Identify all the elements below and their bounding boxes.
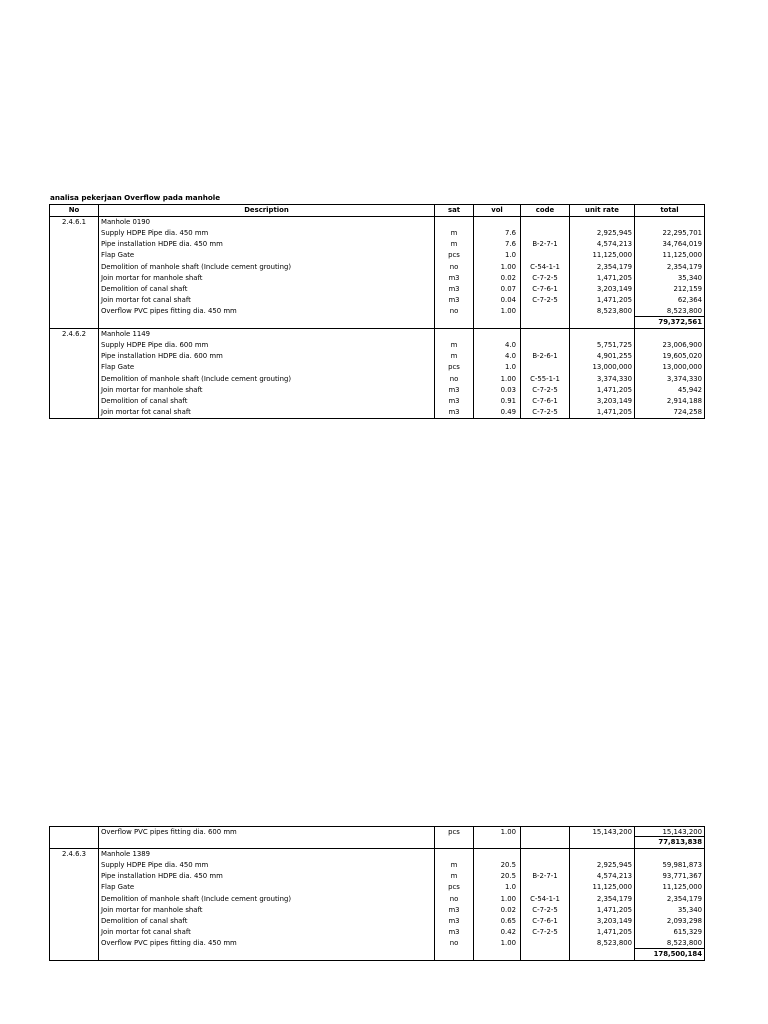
table-row	[50, 306, 705, 317]
description-cell: Demolition of canal shaft	[99, 916, 435, 927]
empty-cell	[570, 329, 635, 341]
unit-rate-cell: 4,901,255	[570, 351, 635, 362]
unit-cell: m3	[435, 273, 474, 284]
empty-cell	[435, 329, 474, 341]
table-row	[50, 938, 705, 949]
empty-cell	[570, 837, 635, 849]
no-cell	[50, 351, 99, 362]
code-cell	[521, 827, 570, 838]
volume-cell: 7.6	[474, 228, 521, 239]
code-cell	[521, 306, 570, 317]
unit-rate-cell: 3,374,330	[570, 373, 635, 384]
description-cell: Supply HDPE Pipe dia. 450 mm	[99, 228, 435, 239]
unit-cell: m3	[435, 295, 474, 306]
empty-cell	[435, 217, 474, 229]
table-row	[50, 373, 705, 384]
unit-cell: no	[435, 373, 474, 384]
description-cell: Flap Gate	[99, 882, 435, 893]
empty-cell	[635, 849, 705, 861]
unit-rate-cell: 3,203,149	[570, 916, 635, 927]
table-row	[50, 239, 705, 250]
description-cell: Join mortar for manhole shaft	[99, 273, 435, 284]
header-sat: sat	[435, 205, 474, 217]
no-cell	[50, 306, 99, 317]
total-cell: 19,605,020	[635, 351, 705, 362]
subtotal-row	[50, 317, 705, 329]
volume-cell: 0.02	[474, 905, 521, 916]
unit-rate-cell: 1,471,205	[570, 295, 635, 306]
volume-cell: 0.65	[474, 916, 521, 927]
description-cell: Overflow PVC pipes fitting dia. 450 mm	[99, 938, 435, 949]
unit-rate-cell: 2,925,945	[570, 228, 635, 239]
no-cell	[50, 373, 99, 384]
unit-cell: m3	[435, 396, 474, 407]
total-cell: 62,364	[635, 295, 705, 306]
table-row	[50, 396, 705, 407]
unit-cell: m3	[435, 905, 474, 916]
total-cell: 15,143,200	[635, 827, 705, 838]
description-cell: Flap Gate	[99, 362, 435, 373]
no-cell	[50, 916, 99, 927]
code-cell: C-7-2-5	[521, 273, 570, 284]
unit-cell: m	[435, 860, 474, 871]
empty-cell	[99, 317, 435, 329]
volume-cell: 0.49	[474, 407, 521, 419]
empty-cell	[521, 217, 570, 229]
volume-cell: 0.04	[474, 295, 521, 306]
table-row	[50, 860, 705, 871]
volume-cell: 1.00	[474, 373, 521, 384]
unit-rate-cell: 3,203,149	[570, 284, 635, 295]
description-cell: Pipe installation HDPE dia. 600 mm	[99, 351, 435, 362]
empty-cell	[521, 837, 570, 849]
description-cell: Demolition of canal shaft	[99, 284, 435, 295]
unit-cell: m3	[435, 284, 474, 295]
table-row	[50, 261, 705, 272]
no-cell	[50, 284, 99, 295]
unit-rate-cell: 1,471,205	[570, 927, 635, 938]
unit-cell: m3	[435, 407, 474, 419]
description-cell: Demolition of manhole shaft (Include cement grouting)	[99, 893, 435, 904]
table-row	[50, 351, 705, 362]
description-cell: Join mortar for manhole shaft	[99, 385, 435, 396]
no-cell	[50, 927, 99, 938]
no-cell	[50, 938, 99, 949]
table-row	[50, 882, 705, 893]
unit-cell: pcs	[435, 882, 474, 893]
table-row	[50, 385, 705, 396]
unit-rate-cell: 5,751,725	[570, 340, 635, 351]
no-cell	[50, 407, 99, 419]
total-cell: 2,093,298	[635, 916, 705, 927]
volume-cell: 1.0	[474, 882, 521, 893]
empty-cell	[435, 837, 474, 849]
unit-cell: m3	[435, 385, 474, 396]
header-vol: vol	[474, 205, 521, 217]
description-cell: Overflow PVC pipes fitting dia. 600 mm	[99, 827, 435, 838]
no-cell	[50, 239, 99, 250]
description-cell: Demolition of manhole shaft (Include cement grouting)	[99, 373, 435, 384]
empty-cell	[474, 317, 521, 329]
empty-cell	[474, 849, 521, 861]
volume-cell: 1.00	[474, 938, 521, 949]
table-row	[50, 295, 705, 306]
section-number: 2.4.6.1	[50, 217, 99, 229]
unit-rate-cell: 2,354,179	[570, 893, 635, 904]
table-row	[50, 250, 705, 261]
no-cell	[50, 295, 99, 306]
volume-cell: 1.0	[474, 362, 521, 373]
total-cell: 724,258	[635, 407, 705, 419]
header-no: No	[50, 205, 99, 217]
empty-cell	[435, 849, 474, 861]
no-cell	[50, 261, 99, 272]
table-body	[50, 827, 705, 961]
unit-cell: m	[435, 239, 474, 250]
section-header-row	[50, 849, 705, 861]
unit-cell: m3	[435, 927, 474, 938]
table-row	[50, 905, 705, 916]
volume-cell: 1.00	[474, 261, 521, 272]
unit-rate-cell: 1,471,205	[570, 385, 635, 396]
empty-cell	[570, 849, 635, 861]
section-name: Manhole 0190	[99, 217, 435, 229]
code-cell: B-2-6-1	[521, 351, 570, 362]
description-cell: Demolition of manhole shaft (Include cement grouting)	[99, 261, 435, 272]
table-row	[50, 916, 705, 927]
no-cell	[50, 882, 99, 893]
unit-rate-cell: 1,471,205	[570, 905, 635, 916]
volume-cell: 0.42	[474, 927, 521, 938]
analysis-table-page-1	[49, 204, 705, 419]
unit-cell: no	[435, 938, 474, 949]
unit-rate-cell: 1,471,205	[570, 273, 635, 284]
no-cell	[50, 340, 99, 351]
empty-cell	[521, 317, 570, 329]
description-cell: Join mortar fot canal shaft	[99, 927, 435, 938]
unit-cell: m	[435, 871, 474, 882]
header-unit-rate: unit rate	[570, 205, 635, 217]
empty-cell	[50, 837, 99, 849]
empty-cell	[50, 317, 99, 329]
code-cell: C-7-6-1	[521, 916, 570, 927]
description-cell: Flap Gate	[99, 250, 435, 261]
section-number: 2.4.6.3	[50, 849, 99, 861]
total-cell: 34,764,019	[635, 239, 705, 250]
empty-cell	[474, 329, 521, 341]
table-row	[50, 827, 705, 838]
empty-cell	[635, 329, 705, 341]
subtotal-row	[50, 837, 705, 849]
no-cell	[50, 385, 99, 396]
unit-cell: pcs	[435, 250, 474, 261]
volume-cell: 0.07	[474, 284, 521, 295]
code-cell: B-2-7-1	[521, 239, 570, 250]
volume-cell: 4.0	[474, 340, 521, 351]
volume-cell: 0.91	[474, 396, 521, 407]
empty-cell	[474, 837, 521, 849]
code-cell: C-7-6-1	[521, 396, 570, 407]
header-total: total	[635, 205, 705, 217]
unit-rate-cell: 11,125,000	[570, 250, 635, 261]
empty-cell	[570, 949, 635, 961]
code-cell	[521, 882, 570, 893]
unit-rate-cell: 3,203,149	[570, 396, 635, 407]
total-cell: 59,981,873	[635, 860, 705, 871]
subtotal-cell: 79,372,561	[635, 317, 705, 329]
total-cell: 2,914,188	[635, 396, 705, 407]
total-cell: 23,006,900	[635, 340, 705, 351]
description-cell: Supply HDPE Pipe dia. 600 mm	[99, 340, 435, 351]
empty-cell	[99, 837, 435, 849]
no-cell	[50, 827, 99, 838]
code-cell: C-55-1-1	[521, 373, 570, 384]
table-body	[50, 217, 705, 419]
unit-rate-cell: 11,125,000	[570, 882, 635, 893]
code-cell: C-54-1-1	[521, 893, 570, 904]
unit-cell: pcs	[435, 362, 474, 373]
header-code: code	[521, 205, 570, 217]
table-row	[50, 927, 705, 938]
description-cell: Pipe installation HDPE dia. 450 mm	[99, 239, 435, 250]
unit-rate-cell: 2,925,945	[570, 860, 635, 871]
header-description: Description	[99, 205, 435, 217]
volume-cell: 1.00	[474, 893, 521, 904]
unit-rate-cell: 15,143,200	[570, 827, 635, 838]
document-title: analisa pekerjaan Overflow pada manhole	[50, 193, 221, 202]
no-cell	[50, 250, 99, 261]
empty-cell	[570, 317, 635, 329]
total-cell: 8,523,800	[635, 938, 705, 949]
total-cell: 45,942	[635, 385, 705, 396]
unit-cell: m	[435, 340, 474, 351]
unit-rate-cell: 8,523,800	[570, 306, 635, 317]
volume-cell: 20.5	[474, 860, 521, 871]
code-cell: C-7-2-5	[521, 905, 570, 916]
no-cell	[50, 871, 99, 882]
table-row	[50, 362, 705, 373]
total-cell: 11,125,000	[635, 882, 705, 893]
section-name: Manhole 1389	[99, 849, 435, 861]
unit-cell: m	[435, 351, 474, 362]
code-cell	[521, 362, 570, 373]
code-cell: B-2-7-1	[521, 871, 570, 882]
description-cell: Demolition of canal shaft	[99, 396, 435, 407]
section-number: 2.4.6.2	[50, 329, 99, 341]
code-cell	[521, 228, 570, 239]
volume-cell: 4.0	[474, 351, 521, 362]
unit-cell: m3	[435, 916, 474, 927]
empty-cell	[474, 949, 521, 961]
unit-rate-cell: 4,574,213	[570, 871, 635, 882]
empty-cell	[521, 949, 570, 961]
no-cell	[50, 396, 99, 407]
table-row	[50, 284, 705, 295]
empty-cell	[50, 949, 99, 961]
empty-cell	[521, 849, 570, 861]
volume-cell: 20.5	[474, 871, 521, 882]
volume-cell: 0.02	[474, 273, 521, 284]
empty-cell	[99, 949, 435, 961]
code-cell: C-7-2-5	[521, 385, 570, 396]
section-header-row	[50, 217, 705, 229]
total-cell: 13,000,000	[635, 362, 705, 373]
code-cell: C-7-2-5	[521, 927, 570, 938]
no-cell	[50, 273, 99, 284]
table-row	[50, 893, 705, 904]
table-row	[50, 273, 705, 284]
unit-rate-cell: 8,523,800	[570, 938, 635, 949]
empty-cell	[474, 217, 521, 229]
no-cell	[50, 860, 99, 871]
volume-cell: 1.00	[474, 306, 521, 317]
table-row	[50, 871, 705, 882]
volume-cell: 7.6	[474, 239, 521, 250]
code-cell: C-7-6-1	[521, 284, 570, 295]
total-cell: 93,771,367	[635, 871, 705, 882]
code-cell: C-7-2-5	[521, 407, 570, 419]
unit-rate-cell: 13,000,000	[570, 362, 635, 373]
total-cell: 8,523,800	[635, 306, 705, 317]
unit-cell: pcs	[435, 827, 474, 838]
header-row	[50, 205, 705, 217]
code-cell: C-54-1-1	[521, 261, 570, 272]
code-cell	[521, 860, 570, 871]
empty-cell	[435, 317, 474, 329]
volume-cell: 0.03	[474, 385, 521, 396]
volume-cell: 1.0	[474, 250, 521, 261]
no-cell	[50, 893, 99, 904]
empty-cell	[435, 949, 474, 961]
table-row	[50, 340, 705, 351]
code-cell	[521, 340, 570, 351]
empty-cell	[521, 329, 570, 341]
total-cell: 615,329	[635, 927, 705, 938]
description-cell: Join mortar fot canal shaft	[99, 295, 435, 306]
subtotal-cell: 77,813,838	[635, 837, 705, 849]
unit-rate-cell: 4,574,213	[570, 239, 635, 250]
no-cell	[50, 905, 99, 916]
unit-rate-cell: 2,354,179	[570, 261, 635, 272]
unit-cell: no	[435, 893, 474, 904]
table-row	[50, 407, 705, 419]
empty-cell	[570, 217, 635, 229]
description-cell: Overflow PVC pipes fitting dia. 450 mm	[99, 306, 435, 317]
unit-cell: no	[435, 261, 474, 272]
description-cell: Pipe installation HDPE dia. 450 mm	[99, 871, 435, 882]
total-cell: 212,159	[635, 284, 705, 295]
total-cell: 3,374,330	[635, 373, 705, 384]
total-cell: 35,340	[635, 905, 705, 916]
no-cell	[50, 362, 99, 373]
total-cell: 2,354,179	[635, 261, 705, 272]
analysis-table-page-2	[49, 826, 705, 961]
section-name: Manhole 1149	[99, 329, 435, 341]
no-cell	[50, 228, 99, 239]
total-cell: 22,295,701	[635, 228, 705, 239]
table-row	[50, 228, 705, 239]
description-cell: Join mortar for manhole shaft	[99, 905, 435, 916]
description-cell: Join mortar fot canal shaft	[99, 407, 435, 419]
unit-cell: no	[435, 306, 474, 317]
subtotal-cell: 178,500,184	[635, 949, 705, 961]
unit-cell: m	[435, 228, 474, 239]
subtotal-row	[50, 949, 705, 961]
total-cell: 11,125,000	[635, 250, 705, 261]
volume-cell: 1.00	[474, 827, 521, 838]
total-cell: 2,354,179	[635, 893, 705, 904]
code-cell	[521, 250, 570, 261]
code-cell: C-7-2-5	[521, 295, 570, 306]
empty-cell	[635, 217, 705, 229]
total-cell: 35,340	[635, 273, 705, 284]
description-cell: Supply HDPE Pipe dia. 450 mm	[99, 860, 435, 871]
unit-rate-cell: 1,471,205	[570, 407, 635, 419]
section-header-row	[50, 329, 705, 341]
code-cell	[521, 938, 570, 949]
